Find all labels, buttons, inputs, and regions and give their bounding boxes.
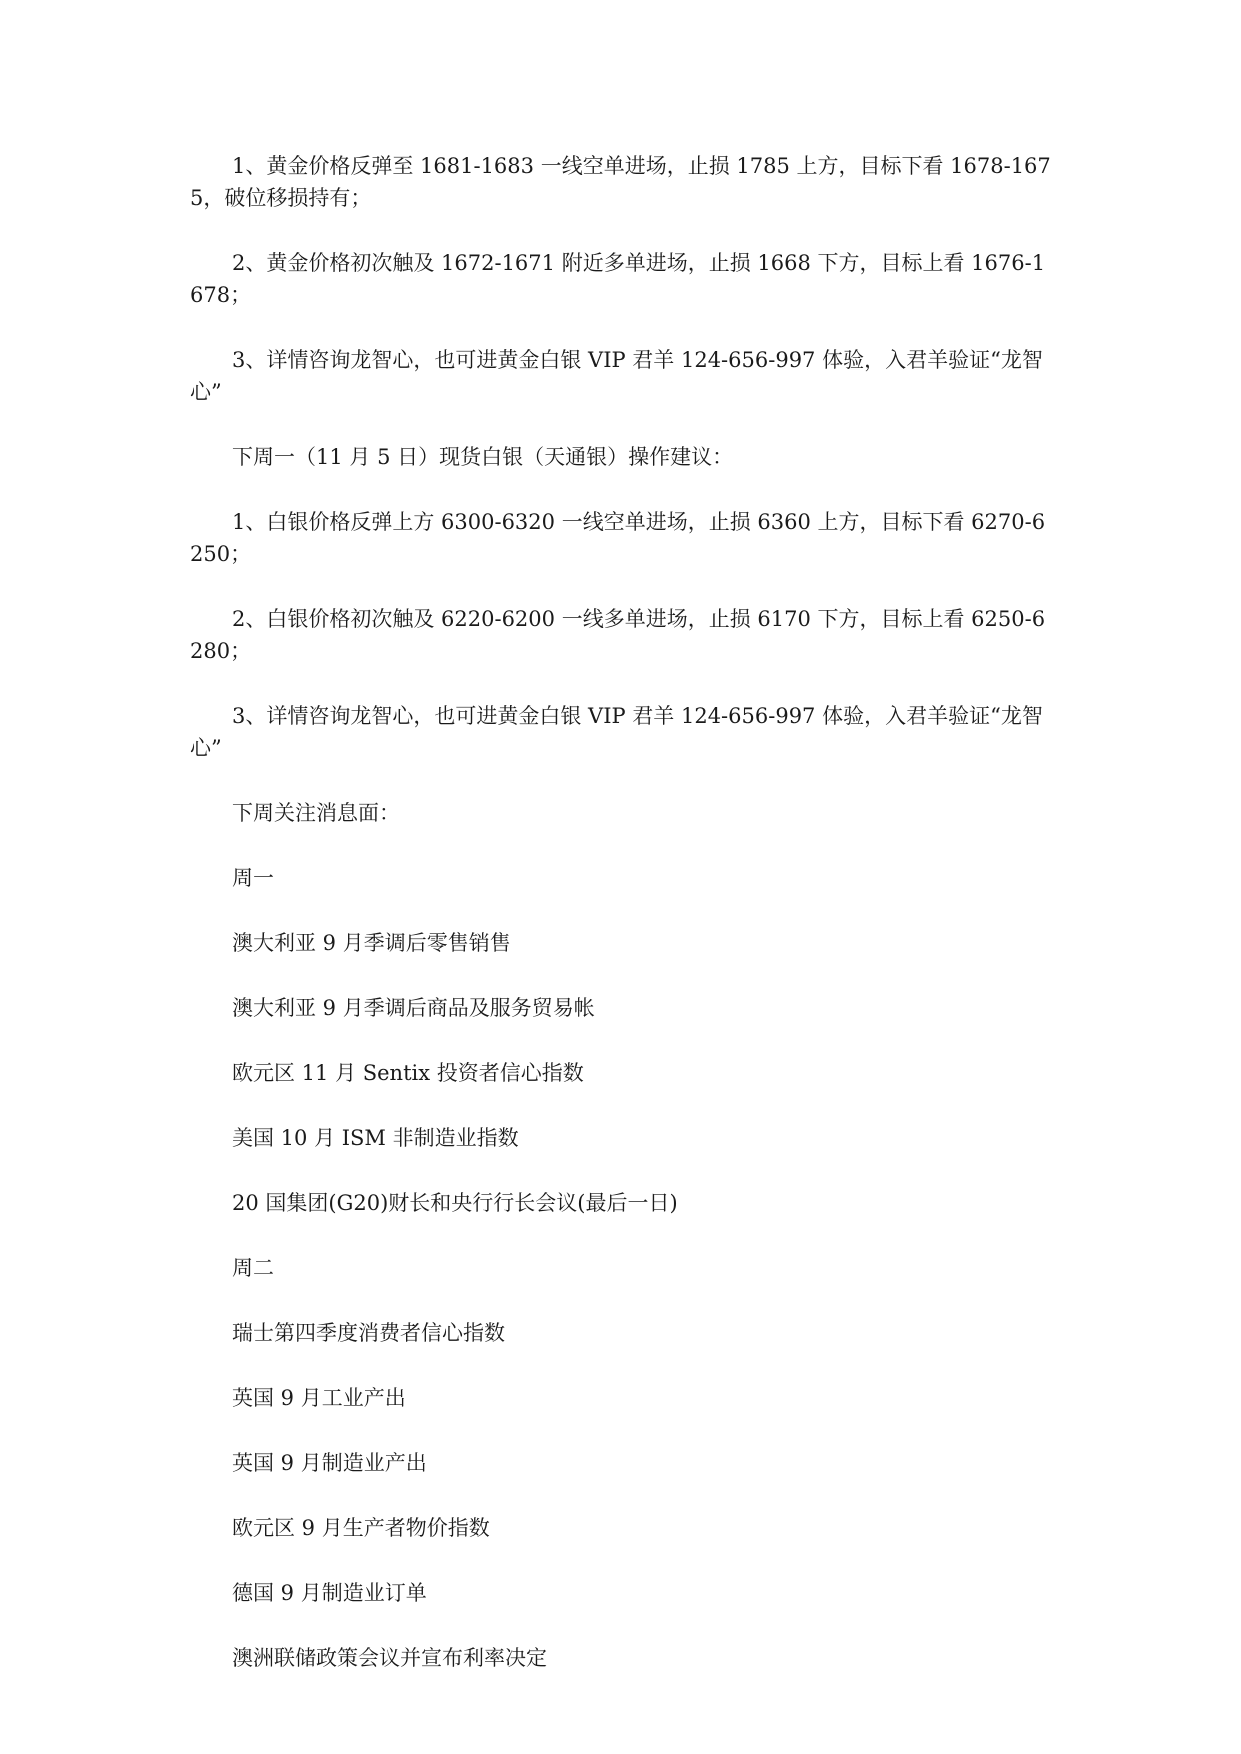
silver-advice-2: 2、白银价格初次触及 6220-6200 一线多单进场，止损 6170 下方，目标上看 6250-6280； xyxy=(190,607,1046,663)
monday-item-4: 美国 10 月 ISM 非制造业指数 xyxy=(232,1126,519,1150)
news-heading: 下周关注消息面： xyxy=(232,801,400,825)
gold-advice-1: 1、黄金价格反弹至 1681-1683 一线空单进场，止损 1785 上方，目标下看 1678-1675，破位移损持有； xyxy=(190,154,1051,210)
monday-item-2: 澳大利亚 9 月季调后商品及服务贸易帐 xyxy=(232,996,595,1020)
tuesday-item-6: 澳洲联储政策会议并宣布利率决定 xyxy=(232,1646,547,1670)
monday-item-5: 20 国集团(G20)财长和央行行长会议(最后一日) xyxy=(232,1191,678,1215)
monday-item-3: 欧元区 11 月 Sentix 投资者信心指数 xyxy=(232,1061,584,1085)
silver-advice-3: 3、详情咨询龙智心，也可进黄金白银 VIP 君羊 124-656-997 体验，入君羊验证“龙智心” xyxy=(190,704,1043,760)
tuesday-item-2: 英国 9 月工业产出 xyxy=(232,1386,406,1410)
tuesday-item-4: 欧元区 9 月生产者物价指数 xyxy=(232,1516,490,1540)
gold-advice-2: 2、黄金价格初次触及 1672-1671 附近多单进场，止损 1668 下方，目标上看 1676-1678； xyxy=(190,251,1046,307)
tuesday-item-3: 英国 9 月制造业产出 xyxy=(232,1451,427,1475)
silver-heading: 下周一（11 月 5 日）现货白银（天通银）操作建议： xyxy=(232,445,734,469)
document-body xyxy=(190,150,1056,1707)
tuesday-item-5: 德国 9 月制造业订单 xyxy=(232,1581,427,1605)
monday-item-1: 澳大利亚 9 月季调后零售销售 xyxy=(232,931,511,955)
gold-advice-3: 3、详情咨询龙智心，也可进黄金白银 VIP 君羊 124-656-997 体验，入君羊验证“龙智心” xyxy=(190,348,1043,404)
tuesday-label: 周二 xyxy=(232,1256,274,1280)
silver-advice-1: 1、白银价格反弹上方 6300-6320 一线空单进场，止损 6360 上方，目标下看 6270-6250； xyxy=(190,510,1046,566)
tuesday-item-1: 瑞士第四季度消费者信心指数 xyxy=(232,1321,505,1345)
monday-label: 周一 xyxy=(232,866,274,890)
